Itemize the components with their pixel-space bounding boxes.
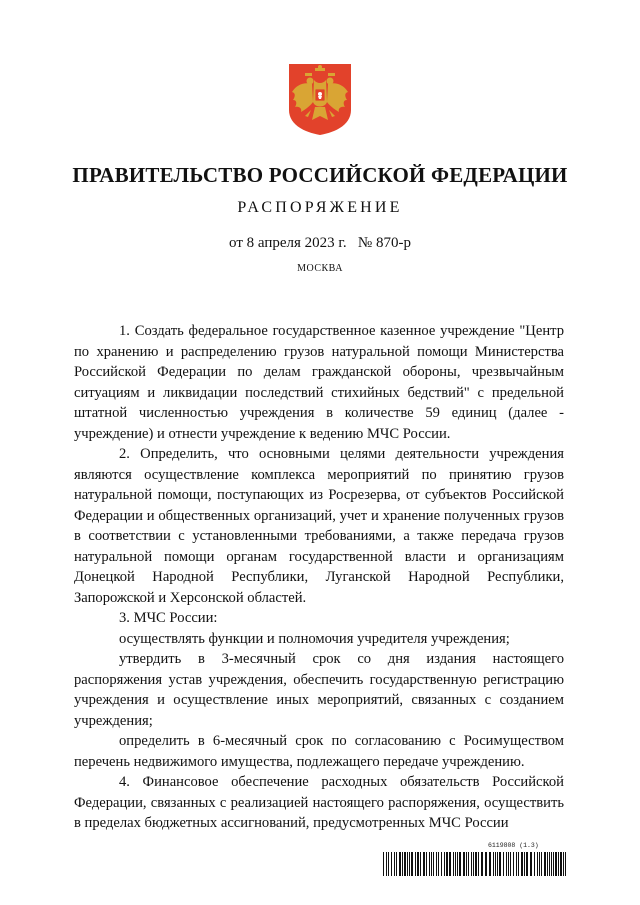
paragraph-3-item-1: осуществлять функции и полномочия учредителя учреждения; — [119, 630, 510, 647]
paragraph-1: 1. Создать федеральное государственное казенное учреждение "Центр по хранению и распределению грузов натуральной помощи Министерства Российской Федерации по делам гражданской обороны, чрезвычайным ситуациям и ликвидации последствий стихийных бедствий" с предельной штатной численностью учреждения в количестве 59 единиц (далее - учреждение) и отнести учреждение к ведению МЧС России. — [74, 323, 564, 442]
document-date-number: от 8 апреля 2023 г. № 870-р — [229, 235, 411, 251]
document-type: РАСПОРЯЖЕНИЕ — [237, 199, 403, 216]
document-stamp-code: 6119808 (1.3) — [488, 842, 539, 849]
paragraph-4: 4. Финансовое обеспечение расходных обязательств Российской Федерации, связанных с реализацией настоящего распоряжения, осуществить в пределах бюджетных ассигнований, предусмотренных МЧС России — [74, 774, 564, 831]
document-city: МОСКВА — [297, 263, 343, 274]
paragraph-3: 3. МЧС России: — [119, 610, 218, 626]
government-title: ПРАВИТЕЛЬСТВО РОССИЙСКОЙ ФЕДЕРАЦИИ — [72, 163, 568, 187]
barcode-icon — [383, 852, 567, 876]
document-body — [74, 321, 564, 834]
paragraph-3-item-2: утвердить в 3-месячный срок со дня издания настоящего распоряжения устав учреждения, обеспечить государственную регистрацию учреждения и осуществление иных мероприятий, связанных с созданием учреждения; — [74, 651, 564, 729]
paragraph-2: 2. Определить, что основными целями деятельности учреждения являются осуществление комплекса мероприятий по принятию грузов натуральной помощи, поступающих из Росрезерва, от субъектов Российской Федерации и общественных организаций, учет и хранение полученных грузов в соответствии с установленными требованиями, а также передача грузов натуральной помощи органам государственной власти и организациям Донецкой Народной Республики, Луганской Народной Республики, Запорожской и Херсонской областей. — [74, 446, 564, 606]
russian-coat-of-arms-icon — [287, 62, 353, 136]
paragraph-3-item-3: определить в 6-месячный срок по согласованию с Росимуществом перечень недвижимого имущества, подлежащего передаче учреждению. — [74, 733, 564, 770]
